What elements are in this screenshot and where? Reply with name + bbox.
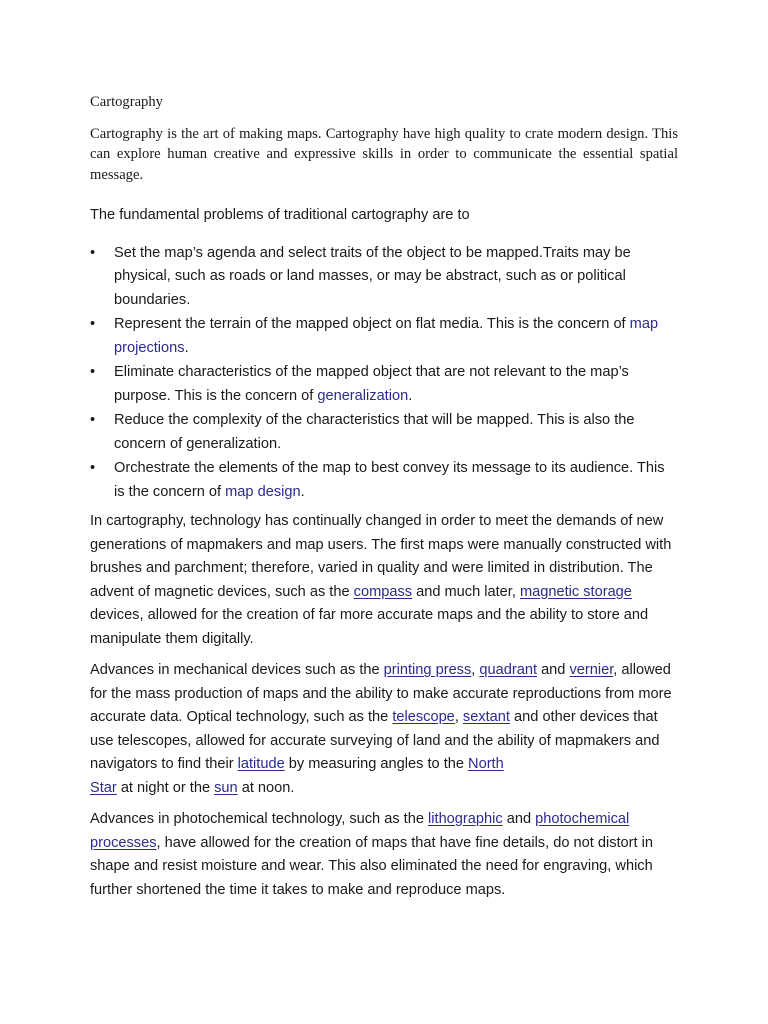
paragraph-text: and other devices that use telescopes, allowed for accurate surveying of land and the ability of mapmakers and navigators to find their bbox=[90, 709, 660, 772]
problems-list bbox=[90, 242, 678, 505]
link-magnetic-storage[interactable]: magnetic storage bbox=[519, 583, 632, 600]
mechanical-paragraph bbox=[90, 659, 678, 800]
link-sextant[interactable]: sextant bbox=[462, 709, 510, 725]
list-item bbox=[90, 313, 678, 360]
link-generalization[interactable]: generalization bbox=[317, 387, 409, 404]
paragraph-text: , allowed for the mass production of maps and the ability to make accurate reproductions from more accurate data. Optical technology, such as the bbox=[90, 662, 672, 725]
technology-paragraph bbox=[90, 510, 678, 651]
bullet-icon: • bbox=[90, 364, 96, 380]
bullet-icon: • bbox=[90, 244, 96, 261]
paragraph-text: by measuring angles to the bbox=[284, 756, 469, 772]
paragraph-text: , bbox=[454, 709, 463, 725]
link-photochemical-processes[interactable]: photochemical processes bbox=[90, 811, 630, 851]
link-north-star[interactable]: North bbox=[468, 756, 504, 772]
paragraph-text: , have allowed for the creation of maps that have fine details, do not distort in shape and resist moisture and wear. This also eliminated the need for engraving, which further shortened the time it takes to make and reproduce maps. bbox=[90, 834, 653, 898]
paragraph-text: Advances in photochemical technology, such as the bbox=[90, 811, 429, 827]
link-map-projections[interactable]: map projections bbox=[114, 316, 659, 356]
list-item-text: . bbox=[408, 387, 413, 404]
bullet-icon: • bbox=[90, 316, 96, 332]
photochemical-paragraph bbox=[90, 808, 678, 902]
link-printing-press[interactable]: printing press bbox=[383, 662, 472, 678]
paragraph-text: and bbox=[502, 811, 536, 827]
list-item-text: . bbox=[300, 483, 305, 500]
list-item-text: Eliminate characteristics of the mapped object that are not relevant to the map’s purpose. This is the concern of bbox=[114, 364, 629, 404]
link-quadrant[interactable]: quadrant bbox=[479, 662, 538, 678]
bullet-icon: • bbox=[90, 460, 96, 476]
document-title: Cartography bbox=[90, 94, 163, 110]
list-item-text: Set the map’s agenda and select traits of the object to be mapped.Traits may be physical, such as roads or land masses, or may be abstract, such as or political boundaries. bbox=[114, 244, 631, 308]
list-item bbox=[90, 457, 678, 504]
intro-paragraph: Cartography is the art of making maps. Cartography have high quality to crate modern design. This can explore human creative and expressive skills in order to communicate the essential spatial message. bbox=[90, 125, 678, 183]
paragraph-text: In cartography, technology has continually changed in order to meet the demands of new generations of mapmakers and map users. The first maps were manually constructed with brushes and parchment; therefore, varied in quality and were limited in distribution. The advent of magnetic devices, such as the bbox=[90, 513, 672, 600]
paragraph-text: and bbox=[537, 662, 570, 678]
link-map-design[interactable]: map design bbox=[225, 483, 301, 500]
paragraph-text: , bbox=[471, 662, 480, 678]
link-lithographic[interactable]: lithographic bbox=[428, 811, 503, 827]
link-compass[interactable]: compass bbox=[353, 583, 413, 600]
list-item bbox=[90, 242, 678, 313]
list-item bbox=[90, 361, 678, 408]
paragraph-text: and much later, bbox=[412, 583, 520, 600]
paragraph-text: at night or the bbox=[116, 779, 215, 796]
link-telescope[interactable]: telescope bbox=[392, 709, 455, 725]
bullet-icon: • bbox=[90, 412, 96, 428]
link-sun[interactable]: sun bbox=[214, 779, 238, 796]
list-item-text: Represent the terrain of the mapped object on flat media. This is the concern of bbox=[114, 316, 630, 332]
list-item-text: Reduce the complexity of the characteristics that will be mapped. This is also the concern of generalization. bbox=[114, 412, 635, 452]
link-north-star[interactable]: Star bbox=[90, 779, 117, 796]
link-latitude[interactable]: latitude bbox=[237, 756, 285, 772]
list-item bbox=[90, 409, 678, 456]
document-page bbox=[90, 92, 678, 910]
lead-sentence: The fundamental problems of traditional cartography are to bbox=[90, 207, 470, 223]
list-item-text: Orchestrate the elements of the map to best convey its message to its audience. This is the concern of bbox=[114, 460, 665, 500]
link-vernier[interactable]: vernier bbox=[569, 662, 614, 678]
paragraph-text: devices, allowed for the creation of far more accurate maps and the ability to store and manipulate them digitally. bbox=[90, 607, 649, 647]
list-item-text: . bbox=[184, 339, 189, 356]
paragraph-text: at noon. bbox=[237, 779, 295, 796]
paragraph-text: Advances in mechanical devices such as the bbox=[90, 662, 384, 678]
